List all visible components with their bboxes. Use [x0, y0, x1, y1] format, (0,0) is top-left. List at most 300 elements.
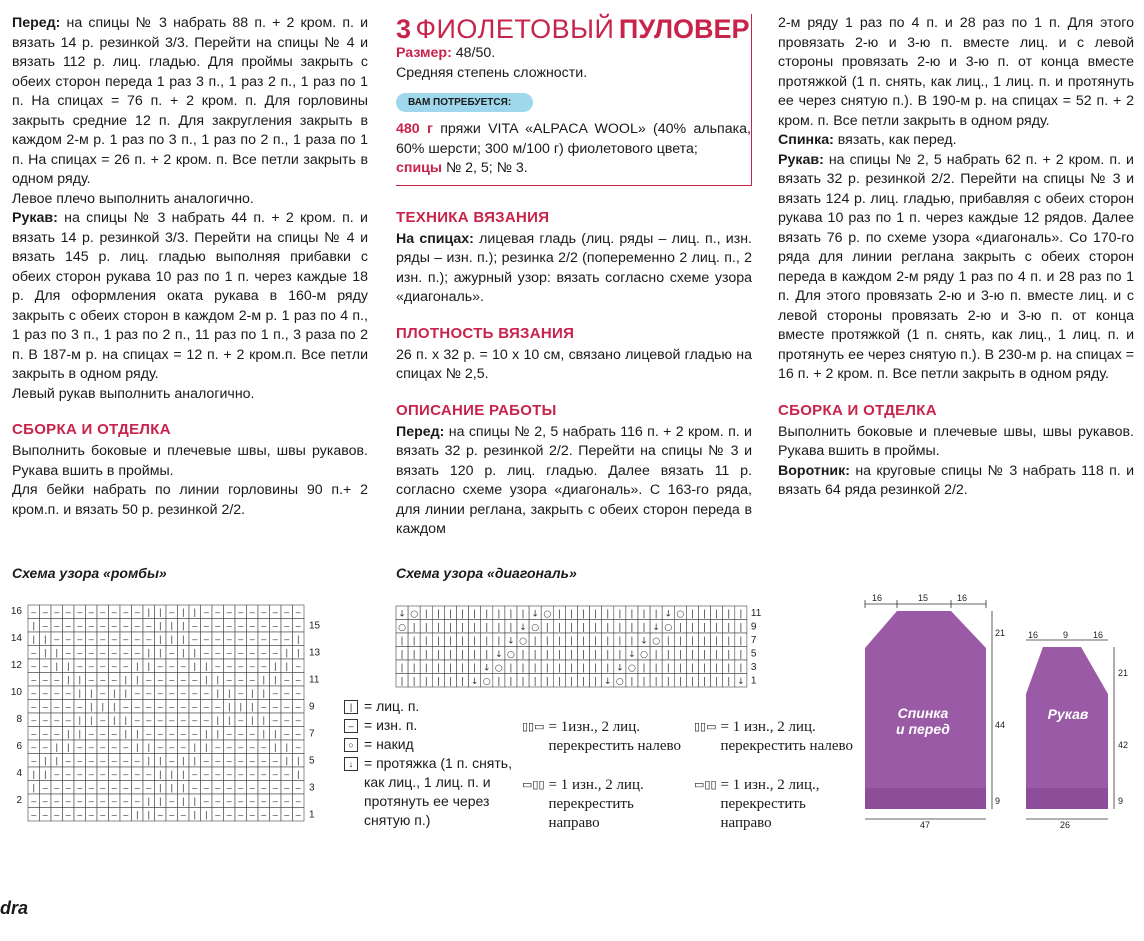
continued-text: 2-м ряду 1 раз по 4 п. и 28 раз по 1 п. Для этого провязать 2-ю и 3-ю п. вместе лиц. и с левой стороны провязать 2-ю и 3-ю п. от конца вместе протяжкой (1 п. снять, как лиц., 1 лиц. п. и протянуть ее через снятую п.). В 190-м р. на спицах = 52 п. + 2 кром. п. Все петли закрыть в одном ряду.: [778, 15, 1134, 129]
knit-mark: |: [727, 663, 731, 674]
knit-mark: |: [136, 674, 139, 685]
purl-mark: –: [180, 715, 186, 725]
purl-mark: –: [272, 634, 278, 644]
knit-mark: |: [400, 663, 404, 674]
purl-mark: –: [146, 674, 152, 685]
knit-mark: |: [594, 636, 598, 647]
purl-mark: –: [111, 674, 117, 685]
knit-mark: |: [297, 769, 300, 779]
legend-cross-right2-text: = 1 изн., 2 лиц., перекрестить направо: [720, 777, 820, 831]
knit-mark: |: [67, 742, 70, 752]
knit-mark: |: [594, 609, 598, 620]
knit-mark: |: [90, 715, 93, 725]
purl-mark: –: [295, 688, 301, 698]
purl-mark: –: [134, 769, 140, 779]
purl-mark: –: [284, 607, 290, 617]
purl-mark: –: [31, 661, 37, 671]
purl-mark: –: [261, 661, 267, 671]
knit-mark: |: [412, 663, 416, 674]
purl-mark: –: [238, 728, 244, 739]
knit-mark: |: [124, 715, 127, 725]
purl-mark: –: [249, 809, 255, 820]
purl-mark: –: [123, 742, 129, 752]
knit-mark: |: [44, 634, 47, 644]
purl-mark: –: [203, 620, 209, 631]
knit-mark: |: [251, 715, 254, 725]
difficulty-text: Средняя степень сложности.: [396, 64, 588, 81]
knit-mark: |: [424, 609, 428, 620]
purl-mark: –: [284, 634, 290, 644]
purl-mark: –: [215, 809, 221, 820]
knit-mark: |: [412, 622, 416, 633]
purl-mark: –: [42, 701, 48, 712]
purl-mark: –: [238, 755, 244, 766]
ssk-mark: ↓: [616, 663, 624, 674]
rhombs-left-numbers: [11, 606, 23, 806]
purl-mark: –: [157, 674, 163, 685]
knit-mark: |: [159, 647, 162, 658]
purl-mark: –: [180, 809, 186, 820]
purl-mark: –: [146, 782, 152, 793]
diagonal-chart-caption: Схема узора «диагональ»: [396, 565, 577, 581]
knit-mark: |: [715, 609, 719, 620]
purl-mark: –: [226, 782, 232, 793]
knit-mark: |: [159, 607, 162, 617]
purl-mark: –: [42, 809, 48, 820]
knit-mark: |: [78, 688, 81, 698]
knit-mark: |: [533, 676, 537, 687]
purl-mark: –: [226, 728, 232, 739]
dim-sleeve-right-1: 21: [1118, 668, 1129, 678]
purl-mark: –: [203, 715, 209, 725]
knit-mark: |: [113, 701, 116, 712]
dim-sleeve-top-1: 16: [1028, 630, 1039, 640]
purl-mark: –: [111, 607, 117, 617]
purl-mark: –: [272, 769, 278, 779]
dim-body-top-2: 15: [918, 593, 929, 603]
purl-mark: –: [284, 715, 290, 725]
purl-mark: –: [88, 647, 94, 658]
knit-mark: |: [448, 636, 452, 647]
purl-mark: –: [123, 701, 129, 712]
purl-mark: –: [111, 634, 117, 644]
sleeve-piece: [1026, 647, 1108, 809]
purl-mark: –: [261, 769, 267, 779]
rhombs-row-label: 14: [10, 633, 22, 644]
knit-mark: |: [473, 663, 477, 674]
knit-mark: |: [182, 647, 185, 658]
body-label: [883, 705, 963, 737]
diagonal-right-numbers: [751, 608, 762, 687]
knit-mark: |: [703, 609, 707, 620]
knit-mark: |: [147, 647, 150, 658]
purl-mark: –: [215, 607, 221, 617]
purl-mark: –: [77, 661, 83, 671]
rhombs-row-label: 11: [309, 674, 320, 686]
knit-mark: |: [497, 609, 501, 620]
purl-mark: –: [215, 647, 221, 658]
purl-mark: –: [123, 607, 129, 617]
purl-mark: –: [88, 674, 94, 685]
purl-mark: –: [261, 634, 267, 644]
purl-mark: –: [226, 647, 232, 658]
purl-mark: –: [111, 809, 117, 820]
purl-mark: –: [169, 701, 175, 712]
knit-mark: |: [78, 715, 81, 725]
knit-mark: |: [55, 755, 58, 766]
back-text: вязать, как перед.: [837, 132, 957, 148]
knit-mark: |: [228, 701, 231, 712]
rhombs-row-label: 5: [309, 755, 315, 767]
purl-mark: –: [146, 728, 152, 739]
legend-left: [344, 697, 524, 830]
purl-mark: –: [111, 728, 117, 739]
purl-mark: –: [272, 715, 278, 725]
size-line: [396, 44, 751, 64]
yarn-over-mark: ○: [398, 622, 406, 633]
purl-mark: –: [42, 607, 48, 617]
knit-mark: |: [424, 636, 428, 647]
needles-line: [396, 159, 751, 179]
knit-mark: |: [262, 688, 265, 698]
purl-mark: –: [31, 715, 37, 725]
purl-mark: –: [77, 607, 83, 617]
purl-mark: –: [134, 796, 140, 806]
purl-mark: –: [215, 796, 221, 806]
purl-mark: –: [261, 701, 267, 712]
knit-mark: |: [136, 809, 139, 820]
knit-mark: |: [436, 636, 440, 647]
knit-mark: |: [582, 622, 586, 633]
knit-mark: |: [533, 663, 537, 674]
knit-mark: |: [485, 622, 489, 633]
knit-mark: |: [606, 622, 610, 633]
knit-mark: |: [485, 636, 489, 647]
purl-mark: –: [284, 796, 290, 806]
yarn-line: [396, 120, 751, 159]
cross-left2-symbol: ▯▯▭: [694, 721, 717, 733]
purl-mark: –: [261, 796, 267, 806]
needles-label: спицы: [396, 160, 443, 176]
purl-mark: –: [238, 647, 244, 658]
knit-mark: |: [569, 609, 573, 620]
back-paragraph: [778, 131, 1134, 151]
knit-mark: |: [251, 688, 254, 698]
purl-mark: –: [238, 715, 244, 725]
knit-mark: |: [678, 676, 682, 687]
purl-mark: –: [215, 634, 221, 644]
knit-mark: |: [654, 649, 658, 660]
purl-mark: –: [100, 742, 106, 752]
purl-mark: –: [146, 620, 152, 631]
purl-mark: –: [203, 796, 209, 806]
purl-mark: –: [284, 701, 290, 712]
purl-mark: –: [249, 661, 255, 671]
size-value: 48/50.: [455, 45, 496, 61]
purl-mark: –: [215, 755, 221, 766]
yarn-over-mark: ○: [652, 636, 661, 647]
purl-mark: –: [65, 715, 71, 725]
column-left: [12, 14, 368, 520]
knit-mark: |: [274, 661, 277, 671]
sleeve2-paragraph: [778, 151, 1134, 385]
purl-mark: –: [226, 634, 232, 644]
purl-mark: –: [238, 661, 244, 671]
purl-mark: –: [65, 688, 71, 698]
knit-mark: |: [448, 676, 452, 687]
knit-mark: |: [136, 728, 139, 739]
purl-mark: –: [157, 688, 163, 698]
purl-mark: –: [295, 607, 301, 617]
legend-knit: = лиц. п.: [364, 698, 420, 714]
knit-mark: |: [727, 609, 731, 620]
knit-mark: |: [285, 742, 288, 752]
knit-mark: |: [545, 663, 549, 674]
knit-mark: |: [205, 661, 208, 671]
knit-mark: |: [678, 622, 682, 633]
purl-mark: –: [261, 755, 267, 766]
purl-mark: –: [272, 688, 278, 698]
rhombs-row-label: 4: [16, 768, 22, 779]
collar-paragraph: [778, 462, 1134, 501]
knit-mark: |: [193, 809, 196, 820]
knit-mark: |: [262, 715, 265, 725]
purl-mark: –: [54, 688, 60, 698]
purl-mark: –: [42, 742, 48, 752]
knit-mark: |: [678, 663, 682, 674]
knit-mark: |: [285, 647, 288, 658]
legend-cross-3: [694, 718, 854, 756]
knit-mark: |: [78, 674, 81, 685]
knit-mark: |: [569, 663, 573, 674]
purl-mark: –: [54, 674, 60, 685]
knit-mark: |: [618, 636, 622, 647]
knit-mark: |: [545, 676, 549, 687]
knit-mark: |: [182, 607, 185, 617]
rhombs-row-label: 13: [309, 647, 321, 659]
knit-mark: |: [606, 609, 610, 620]
legend-ssk: = протяжка (1 п. снять, как лиц., 1 лиц. п. и протянуть ее через снятую п.): [364, 755, 512, 828]
knit-mark: |: [90, 701, 93, 712]
knit-mark: |: [239, 701, 242, 712]
dim-body-top-3: 16: [957, 593, 968, 603]
yarn-over-mark: ○: [531, 622, 540, 633]
purl-mark: –: [123, 634, 129, 644]
knit-mark: |: [630, 636, 634, 647]
knit-mark: |: [274, 742, 277, 752]
ssk-mark: ↓: [664, 609, 673, 620]
title-word-2: ПУЛОВЕР: [618, 14, 750, 44]
work-text: на спицы № 2, 5 набрать 116 п. + 2 кром. п. и вязать 32 р. резинкой 2/2. Перейти на спицы № 3 и вязать 120 р. лиц. гладью. Далее вязать 11 р. согласно схеме узора «диагональ». С 163-го ряда, для линии реглана, закрыть с обеих сторон переда в каждом: [396, 423, 752, 537]
dim-sleeve-top-2: 9: [1063, 630, 1069, 640]
purl-mark: –: [54, 782, 60, 793]
purl-mark: –: [238, 674, 244, 685]
rhombs-row-label: 10: [10, 687, 22, 698]
purl-mark: –: [215, 782, 221, 793]
purl-mark: –: [111, 796, 117, 806]
purl-mark: –: [203, 782, 209, 793]
technique-label: На спицах:: [396, 230, 474, 247]
front-paragraph: [12, 14, 368, 190]
diagonal-row-label: 11: [750, 608, 762, 619]
knit-mark: |: [159, 620, 162, 631]
knit-mark: |: [703, 622, 707, 633]
purl-mark: –: [134, 607, 140, 617]
needles-text: № 2, 5; № 3.: [445, 160, 528, 176]
knit-mark: |: [274, 674, 277, 685]
knit-mark: |: [715, 649, 719, 660]
knit-mark: |: [630, 622, 634, 633]
purl-mark: –: [180, 688, 186, 698]
purl-mark: –: [134, 647, 140, 658]
knit-mark: |: [715, 636, 719, 647]
purl-mark: –: [169, 809, 175, 820]
rhombs-row-label: 15: [309, 620, 321, 632]
knit-mark: |: [582, 636, 586, 647]
yarn-text: пряжи VITA «ALPACA WOOL» (40% альпака, 60% шерсти; 300 м/100 г) фиолетового цвета;: [396, 121, 751, 157]
purl-mark: –: [261, 607, 267, 617]
knit-mark: |: [55, 742, 58, 752]
knit-mark: |: [448, 622, 452, 633]
purl-mark: –: [100, 634, 106, 644]
knit-mark: |: [436, 649, 440, 660]
knit-mark: |: [193, 755, 196, 766]
purl-mark: –: [100, 715, 106, 725]
purl-mark: –: [180, 742, 186, 752]
title-number: 3: [396, 14, 412, 44]
purl-mark: –: [111, 742, 117, 752]
purl-mark: –: [180, 701, 186, 712]
knit-mark: |: [703, 649, 707, 660]
knit-mark: |: [147, 755, 150, 766]
purl-mark: –: [134, 688, 140, 698]
purl-mark: –: [42, 688, 48, 698]
knit-mark: |: [216, 715, 219, 725]
purl-mark: –: [226, 742, 232, 752]
purl-mark: –: [238, 769, 244, 779]
knit-mark: |: [67, 661, 70, 671]
column-middle: [396, 14, 752, 540]
knit-mark: |: [497, 676, 501, 687]
knit-mark: |: [400, 649, 404, 660]
purl-mark: –: [54, 728, 60, 739]
knit-mark: |: [582, 609, 586, 620]
purl-mark: –: [31, 728, 37, 739]
purl-mark: –: [42, 782, 48, 793]
rhombs-row-label: 3: [309, 782, 315, 794]
purl-mark: –: [65, 782, 71, 793]
purl-mark: –: [100, 620, 106, 631]
purl-mark: –: [100, 796, 106, 806]
knit-mark: |: [473, 649, 477, 660]
purl-mark: –: [54, 620, 60, 631]
dim-body-top-1: 16: [872, 593, 883, 603]
purl-mark: –: [272, 782, 278, 793]
knit-mark: |: [136, 661, 139, 671]
knit-mark: |: [205, 809, 208, 820]
knit-mark: |: [618, 622, 622, 633]
purl-mark: –: [134, 701, 140, 712]
purl-mark: –: [42, 796, 48, 806]
knit-mark: |: [715, 663, 719, 674]
purl-mark: –: [192, 688, 198, 698]
purl-mark: –: [42, 674, 48, 685]
knit-mark: |: [473, 622, 477, 633]
purl-mark: –: [100, 607, 106, 617]
ssk-mark: ↓: [398, 609, 406, 620]
purl-mark: –: [261, 742, 267, 752]
purl-mark: –: [111, 782, 117, 793]
purl-mark: –: [215, 742, 221, 752]
knit-mark: |: [727, 649, 731, 660]
page-title: [396, 14, 751, 42]
title-word-1: ФИОЛЕТОВЫЙ: [415, 14, 615, 44]
knit-mark: |: [557, 663, 561, 674]
purl-mark: –: [272, 755, 278, 766]
knit-mark: |: [32, 782, 35, 793]
knit-mark: |: [594, 622, 598, 633]
knit-mark: |: [78, 728, 81, 739]
knit-mark: |: [448, 663, 452, 674]
knit-mark: |: [436, 663, 440, 674]
assembly-text: Выполнить боковые и плечевые швы, швы рукавов. Рукава вшить в проймы.: [12, 443, 368, 479]
knit-mark: |: [521, 663, 525, 674]
purl-mark: –: [31, 674, 37, 685]
dim-sleeve-right-3: 9: [1118, 796, 1124, 806]
dim-body-right-2: 44: [995, 720, 1006, 730]
purl-mark: –: [295, 661, 301, 671]
purl-mark: –: [169, 688, 175, 698]
knit-mark: |: [618, 649, 622, 660]
purl-mark: –: [295, 809, 301, 820]
purl-mark: –: [31, 688, 37, 698]
knit-mark: |: [124, 728, 127, 739]
purl-mark: –: [123, 620, 129, 631]
purl-mark: –: [100, 782, 106, 793]
knit-mark: |: [678, 649, 682, 660]
purl-mark: –: [249, 755, 255, 766]
purl-mark: –: [249, 742, 255, 752]
purl-mark: –: [31, 701, 37, 712]
purl-mark: –: [284, 809, 290, 820]
cross-left-symbol: ▯▯▭: [522, 721, 545, 733]
knit-mark: |: [666, 636, 670, 647]
legend-purl: = изн. п.: [364, 717, 418, 733]
body-label-2: и перед: [896, 721, 950, 737]
knit-mark: |: [147, 607, 150, 617]
knit-mark: |: [473, 609, 477, 620]
knit-mark: |: [715, 676, 719, 687]
purl-mark: –: [65, 755, 71, 766]
technique-text: лицевая гладь (лиц. ряды – лиц. п., изн. ряды – изн. п.); резинка 2/2 (попеременно 2 лиц. п., 2 изн. п.); ажурный узор: вязать согласно схеме узора «диагональ».: [396, 230, 752, 305]
purl-mark: –: [65, 796, 71, 806]
purl-mark: –: [249, 647, 255, 658]
purl-mark: –: [88, 796, 94, 806]
purl-mark: –: [238, 688, 244, 698]
knit-mark: |: [569, 636, 573, 647]
purl-mark: –: [111, 755, 117, 766]
knit-mark: |: [690, 676, 694, 687]
front-text: на спицы № 3 набрать 88 п. + 2 кром. п. и вязать 14 р. резинкой 3/3. Перейти на спицы № 4 и вязать 112 р. лиц. гладью. Для проймы закрыть с обеих сторон переда 1 раз 3 п., 1 раз 2 п., 1 раз по 1 п. На спицах = 76 п. + 2 кром. п. Для горловины закрыть средние 12 п. Для закругления закрыть в каждом 2-м р. 1 раз по 3 п., 1 раз по 2 п., 1 раза по 1 п. На спицах = 26 п. + 2 кром. п. Все петли закрыть в одном ряду.: [12, 15, 368, 187]
knit-mark: |: [424, 663, 428, 674]
purl-mark: –: [77, 755, 83, 766]
purl-mark: –: [77, 769, 83, 779]
knit-mark: |: [448, 609, 452, 620]
purl-mark: –: [169, 715, 175, 725]
purl-mark: –: [100, 809, 106, 820]
purl-mark: –: [123, 661, 129, 671]
ssk-mark: ↓: [495, 649, 503, 660]
